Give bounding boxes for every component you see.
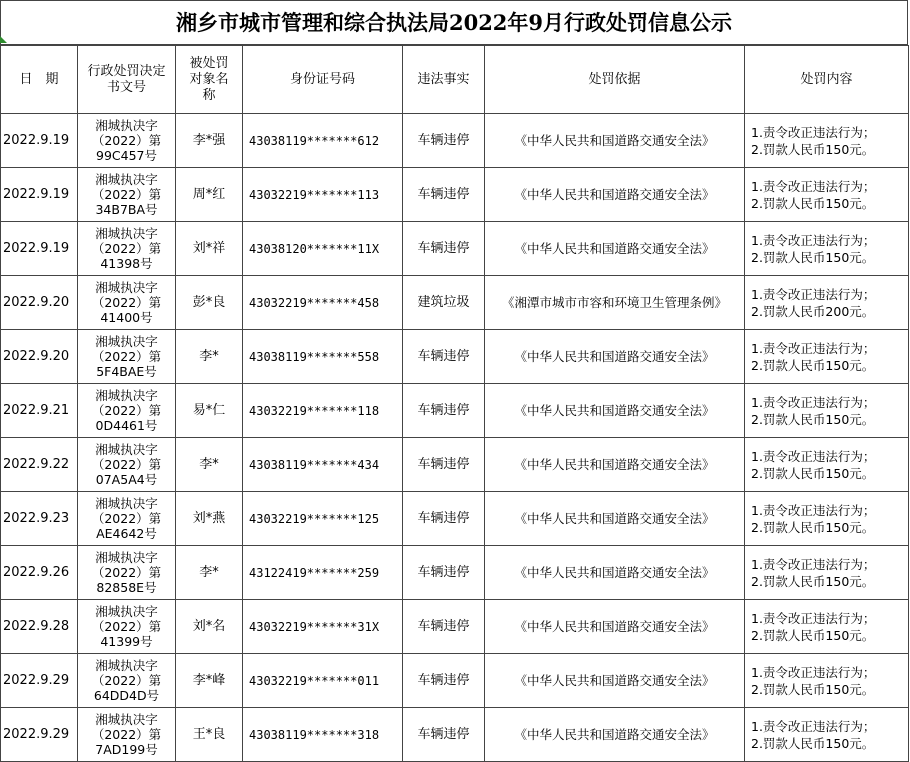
id-no-text: 43032219*******31X <box>249 619 380 634</box>
cell-basis <box>485 222 745 276</box>
fact-text: 车辆违停 <box>417 618 470 634</box>
doc-no-line: （2022）第 <box>91 619 162 634</box>
name-text: 李* <box>199 564 219 580</box>
id-no-text: 43032219*******125 <box>249 511 380 526</box>
doc-no-line: 湘城执决字 <box>95 604 158 619</box>
id-no-text: 43038120*******11X <box>249 241 380 256</box>
id-no-text: 43032219*******011 <box>249 673 380 688</box>
content-line: 1.责令改正违法行为； <box>751 718 876 734</box>
cell-fact <box>403 546 485 600</box>
table-row <box>1 546 909 600</box>
cell-basis <box>485 438 745 492</box>
doc-no-line: 34B7BA号 <box>95 202 158 217</box>
cell-id-no <box>243 654 403 708</box>
cell-fact <box>403 438 485 492</box>
cell-date <box>1 384 78 438</box>
doc-no-line: （2022）第 <box>91 241 162 256</box>
table-row <box>1 168 909 222</box>
cell-doc-no <box>78 168 176 222</box>
doc-no-line: 64DD4D号 <box>93 688 160 703</box>
cell-id-no <box>243 546 403 600</box>
name-text: 王*良 <box>192 726 226 742</box>
cell-id-no <box>243 330 403 384</box>
cell-content <box>745 708 909 762</box>
doc-no-line: （2022）第 <box>91 349 162 364</box>
fact-text: 车辆违停 <box>417 726 470 742</box>
doc-no-line: 湘城执决字 <box>95 280 158 295</box>
cell-doc-no <box>78 438 176 492</box>
cell-date <box>1 546 78 600</box>
doc-no-line: 湘城执决字 <box>95 388 158 403</box>
cell-basis <box>485 654 745 708</box>
cell-name <box>176 330 243 384</box>
content-line: 1.责令改正违法行为； <box>751 178 876 194</box>
content-line: 2.罚款人民币150元。 <box>751 141 875 157</box>
doc-no-line: 湘城执决字 <box>95 712 158 727</box>
header-date: 日 期 <box>1 46 78 114</box>
cell-name <box>176 708 243 762</box>
basis-text: 《中华人民共和国道路交通安全法》 <box>514 186 715 202</box>
date-text: 2022.9.29 <box>3 672 70 688</box>
doc-no-line: （2022）第 <box>91 133 162 148</box>
cell-date <box>1 276 78 330</box>
table-row <box>1 708 909 762</box>
cell-content <box>745 654 909 708</box>
basis-text: 《中华人民共和国道路交通安全法》 <box>514 132 715 148</box>
cell-basis <box>485 492 745 546</box>
basis-text: 《中华人民共和国道路交通安全法》 <box>514 618 715 634</box>
header-fact: 违法事实 <box>403 46 485 114</box>
cell-content <box>745 546 909 600</box>
name-text: 周*红 <box>192 186 226 202</box>
cell-basis <box>485 114 745 168</box>
doc-no-line: AE4642号 <box>96 526 157 541</box>
table-body <box>1 114 909 762</box>
doc-no-line: 5F4BAE号 <box>96 364 157 379</box>
content-line: 1.责令改正违法行为； <box>751 664 876 680</box>
doc-no-line: 湘城执决字 <box>95 550 158 565</box>
header-basis: 处罚依据 <box>485 46 745 114</box>
name-text: 李* <box>199 348 219 364</box>
doc-no-line: 湘城执决字 <box>95 442 158 457</box>
doc-no-line: （2022）第 <box>91 187 162 202</box>
id-no-text: 43122419*******259 <box>249 565 380 580</box>
doc-no-line: 41398号 <box>100 256 153 271</box>
cell-date <box>1 330 78 384</box>
cell-date <box>1 114 78 168</box>
cell-date <box>1 654 78 708</box>
content-line: 2.罚款人民币150元。 <box>751 195 875 211</box>
cell-content <box>745 438 909 492</box>
doc-no-line: 湘城执决字 <box>95 334 158 349</box>
cell-name <box>176 492 243 546</box>
cell-id-no <box>243 276 403 330</box>
cell-fact <box>403 276 485 330</box>
content-line: 1.责令改正违法行为； <box>751 340 876 356</box>
doc-no-line: 07A5A4号 <box>95 472 158 487</box>
cell-doc-no <box>78 600 176 654</box>
content-line: 1.责令改正违法行为； <box>751 502 876 518</box>
date-text: 2022.9.26 <box>3 564 70 580</box>
content-line: 1.责令改正违法行为； <box>751 124 876 140</box>
content-line: 2.罚款人民币150元。 <box>751 411 875 427</box>
cell-content <box>745 492 909 546</box>
cell-date <box>1 168 78 222</box>
cell-id-no <box>243 384 403 438</box>
cell-name <box>176 168 243 222</box>
cell-fact <box>403 168 485 222</box>
cell-date <box>1 708 78 762</box>
doc-no-line: 41399号 <box>100 634 153 649</box>
fact-text: 车辆违停 <box>417 456 470 472</box>
basis-text: 《中华人民共和国道路交通安全法》 <box>514 564 715 580</box>
id-no-text: 43038119*******612 <box>249 133 380 148</box>
basis-text: 《中华人民共和国道路交通安全法》 <box>514 726 715 742</box>
cell-id-no <box>243 708 403 762</box>
cell-doc-no <box>78 114 176 168</box>
table-row <box>1 114 909 168</box>
basis-text: 《湘潭市城市市容和环境卫生管理条例》 <box>501 294 727 310</box>
doc-no-line: 7AD199号 <box>95 742 158 757</box>
cell-name <box>176 276 243 330</box>
cell-id-no <box>243 600 403 654</box>
table-row <box>1 492 909 546</box>
page-title: 湘乡市城市管理和综合执法局2022年9月行政处罚信息公示 <box>0 0 908 45</box>
content-line: 2.罚款人民币150元。 <box>751 519 875 535</box>
cell-doc-no <box>78 546 176 600</box>
cell-date <box>1 222 78 276</box>
cell-id-no <box>243 114 403 168</box>
content-line: 2.罚款人民币150元。 <box>751 249 875 265</box>
cell-basis <box>485 546 745 600</box>
date-text: 2022.9.20 <box>3 294 70 310</box>
cell-fact <box>403 708 485 762</box>
fact-text: 车辆违停 <box>417 510 470 526</box>
header-doc-no: 行政处罚决定书文号 <box>78 46 176 114</box>
fact-text: 车辆违停 <box>417 564 470 580</box>
doc-no-line: 湘城执决字 <box>95 658 158 673</box>
date-text: 2022.9.22 <box>3 456 70 472</box>
cell-doc-no <box>78 276 176 330</box>
basis-text: 《中华人民共和国道路交通安全法》 <box>514 672 715 688</box>
name-text: 李*强 <box>192 132 226 148</box>
content-line: 1.责令改正违法行为； <box>751 610 876 626</box>
doc-no-line: 湘城执决字 <box>95 226 158 241</box>
cell-basis <box>485 330 745 384</box>
date-text: 2022.9.20 <box>3 348 70 364</box>
content-line: 2.罚款人民币150元。 <box>751 681 875 697</box>
cell-fact <box>403 600 485 654</box>
cell-content <box>745 114 909 168</box>
basis-text: 《中华人民共和国道路交通安全法》 <box>514 348 715 364</box>
cell-content <box>745 276 909 330</box>
content-line: 1.责令改正违法行为； <box>751 556 876 572</box>
id-no-text: 43038119*******558 <box>249 349 380 364</box>
date-text: 2022.9.19 <box>3 186 70 202</box>
cell-fact <box>403 222 485 276</box>
fact-text: 建筑垃圾 <box>417 294 470 310</box>
fact-text: 车辆违停 <box>417 186 470 202</box>
fact-text: 车辆违停 <box>417 132 470 148</box>
content-line: 1.责令改正违法行为； <box>751 232 876 248</box>
doc-no-line: （2022）第 <box>91 727 162 742</box>
cell-name <box>176 384 243 438</box>
basis-text: 《中华人民共和国道路交通安全法》 <box>514 402 715 418</box>
cell-fact <box>403 654 485 708</box>
header-row <box>1 46 909 114</box>
doc-no-line: 41400号 <box>100 310 153 325</box>
basis-text: 《中华人民共和国道路交通安全法》 <box>514 456 715 472</box>
cell-doc-no <box>78 222 176 276</box>
fact-text: 车辆违停 <box>417 348 470 364</box>
header-id-no: 身份证号码 <box>243 46 403 114</box>
id-no-text: 43032219*******458 <box>249 295 380 310</box>
name-text: 李* <box>199 456 219 472</box>
content-line: 2.罚款人民币150元。 <box>751 627 875 643</box>
cell-date <box>1 600 78 654</box>
content-line: 1.责令改正违法行为； <box>751 394 876 410</box>
id-no-text: 43038119*******318 <box>249 727 380 742</box>
cell-id-no <box>243 438 403 492</box>
name-text: 易*仁 <box>192 402 226 418</box>
doc-no-line: （2022）第 <box>91 403 162 418</box>
cell-name <box>176 654 243 708</box>
doc-no-line: 99C457号 <box>96 148 157 163</box>
cell-content <box>745 222 909 276</box>
cell-content <box>745 384 909 438</box>
table-row <box>1 384 909 438</box>
cell-basis <box>485 276 745 330</box>
id-no-text: 43032219*******113 <box>249 187 380 202</box>
table-row <box>1 276 909 330</box>
cell-content <box>745 600 909 654</box>
cell-content <box>745 330 909 384</box>
cell-name <box>176 222 243 276</box>
fact-text: 车辆违停 <box>417 672 470 688</box>
cell-doc-no <box>78 492 176 546</box>
doc-no-line: （2022）第 <box>91 457 162 472</box>
table-row <box>1 600 909 654</box>
cell-id-no <box>243 492 403 546</box>
penalty-table <box>0 45 909 762</box>
doc-no-line: （2022）第 <box>91 565 162 580</box>
content-line: 1.责令改正违法行为； <box>751 448 876 464</box>
cell-id-no <box>243 222 403 276</box>
cell-name <box>176 600 243 654</box>
date-text: 2022.9.19 <box>3 240 70 256</box>
table-row <box>1 438 909 492</box>
doc-no-line: 82858E号 <box>96 580 157 595</box>
doc-no-line: 0D4461号 <box>95 418 158 433</box>
cell-comment-marker <box>0 36 7 43</box>
cell-name <box>176 438 243 492</box>
content-line: 1.责令改正违法行为； <box>751 286 876 302</box>
cell-id-no <box>243 168 403 222</box>
doc-no-line: （2022）第 <box>91 511 162 526</box>
cell-basis <box>485 384 745 438</box>
name-text: 刘*燕 <box>192 510 226 526</box>
fact-text: 车辆违停 <box>417 402 470 418</box>
cell-date <box>1 438 78 492</box>
cell-fact <box>403 330 485 384</box>
content-line: 2.罚款人民币150元。 <box>751 357 875 373</box>
cell-name <box>176 114 243 168</box>
id-no-text: 43038119*******434 <box>249 457 380 472</box>
date-text: 2022.9.21 <box>3 402 70 418</box>
table-row <box>1 222 909 276</box>
doc-no-line: 湘城执决字 <box>95 496 158 511</box>
cell-date <box>1 492 78 546</box>
basis-text: 《中华人民共和国道路交通安全法》 <box>514 510 715 526</box>
doc-no-line: 湘城执决字 <box>95 118 158 133</box>
doc-no-line: 湘城执决字 <box>95 172 158 187</box>
cell-fact <box>403 492 485 546</box>
content-line: 2.罚款人民币150元。 <box>751 465 875 481</box>
cell-fact <box>403 114 485 168</box>
date-text: 2022.9.19 <box>3 132 70 148</box>
doc-no-line: （2022）第 <box>91 673 162 688</box>
date-text: 2022.9.29 <box>3 726 70 742</box>
cell-fact <box>403 384 485 438</box>
date-text: 2022.9.23 <box>3 510 70 526</box>
name-text: 刘*名 <box>192 618 226 634</box>
content-line: 2.罚款人民币200元。 <box>751 303 875 319</box>
name-text: 李*峰 <box>192 672 226 688</box>
cell-basis <box>485 708 745 762</box>
fact-text: 车辆违停 <box>417 240 470 256</box>
name-text: 彭*良 <box>192 294 226 310</box>
header-content: 处罚内容 <box>745 46 909 114</box>
id-no-text: 43032219*******118 <box>249 403 380 418</box>
cell-content <box>745 168 909 222</box>
cell-basis <box>485 600 745 654</box>
cell-doc-no <box>78 708 176 762</box>
name-text: 刘*祥 <box>192 240 226 256</box>
cell-basis <box>485 168 745 222</box>
doc-no-line: （2022）第 <box>91 295 162 310</box>
header-name: 被处罚对象名称 <box>176 46 243 114</box>
cell-doc-no <box>78 330 176 384</box>
cell-name <box>176 546 243 600</box>
table-row <box>1 330 909 384</box>
content-line: 2.罚款人民币150元。 <box>751 573 875 589</box>
date-text: 2022.9.28 <box>3 618 70 634</box>
cell-doc-no <box>78 384 176 438</box>
basis-text: 《中华人民共和国道路交通安全法》 <box>514 240 715 256</box>
table-row <box>1 654 909 708</box>
content-line: 2.罚款人民币150元。 <box>751 735 875 751</box>
cell-doc-no <box>78 654 176 708</box>
